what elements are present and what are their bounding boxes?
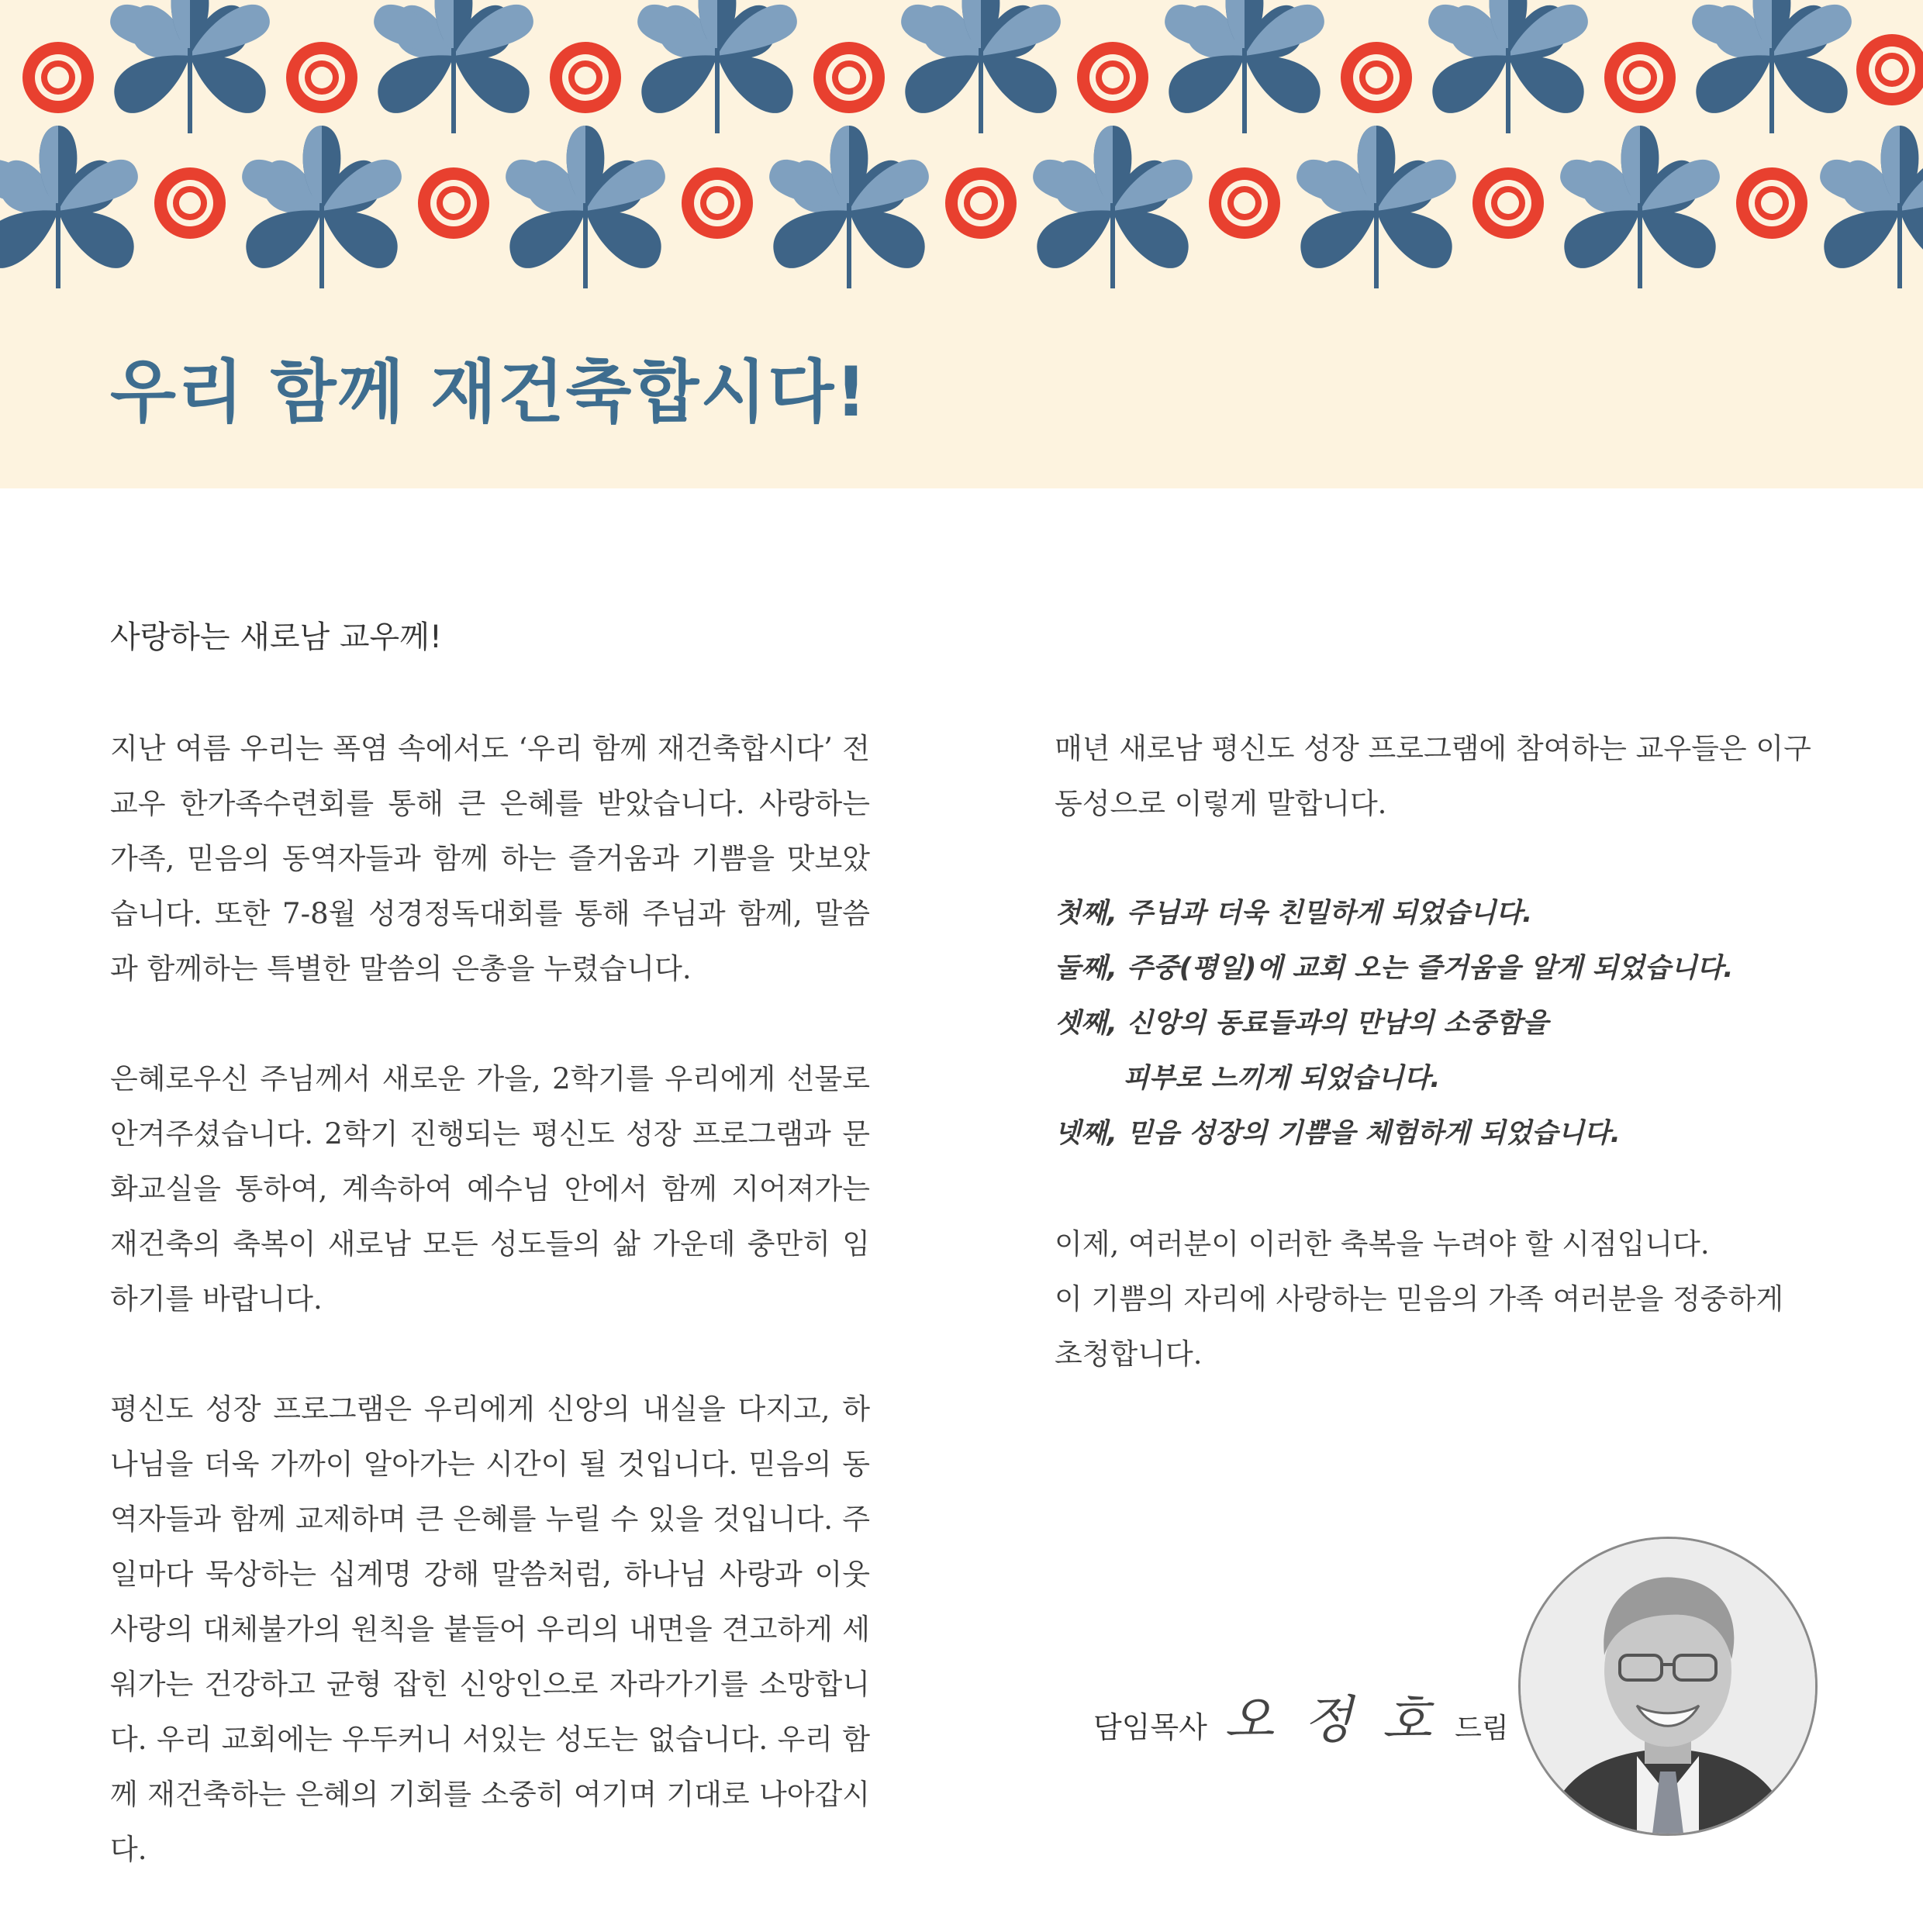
paragraph: 은혜로우신 주님께서 새로운 가을, 2학기를 우리에게 선물로 안겨주셨습니다. 2학기 진행되는 평신도 성장 프로그램과 문화교실을 통하여, 계속하여 예수님 안에서 함께 지어져가는 재건축의 축복이 새로남 모든 성도들의 삶 가운데 충만히 임하기를 바랍니다. <box>110 1062 870 1316</box>
paragraph: 평신도 성장 프로그램은 우리에게 신앙의 내실을 다지고, 하나님을 더욱 가까이 알아가는 시간이 될 것입니다. 믿음의 동역자들과 함께 교제하며 큰 은혜를 누릴 수 있을 것입니다. 주일마다 묵상하는 십계명 강해 말씀처럼, 하나님 사랑과 이웃 사랑의 대체불가의 원칙을 붙들어 우리의 내면을 견고하게 세워가는 건강하고 균형 잡힌 신앙인으로 자라가기를 소망합니다. 우리 교회에는 우두커니 서있는 성도는 없습니다. 우리 함께 재건축하는 은혜의 기회를 소중히 여기며 기대로 나아갑시다. <box>110 1392 870 1866</box>
list-item: 넷째, 믿음 성장의 기쁨을 체험하게 되었습니다. <box>1055 1118 1621 1149</box>
right-column <box>1055 721 1814 1382</box>
list-item-continuation: 피부로 느끼게 되었습니다. <box>1123 1063 1441 1094</box>
signature-name: 오정호 <box>1224 1690 1462 1750</box>
list-item: 둘째, 주중(평일)에 교회 오는 즐거움을 알게 되었습니다. <box>1055 953 1734 984</box>
closing-line: 이제, 여러분이 이러한 축복을 누려야 할 시점입니다. <box>1055 1227 1710 1261</box>
testimony-list <box>1055 886 1814 1161</box>
list-item: 첫째, 주님과 더욱 친밀하게 되었습니다. <box>1055 898 1533 929</box>
list-item-line: 셋째, 신앙의 동료들과의 만남의 소중함을 <box>1055 1008 1548 1039</box>
closing-line: 이 기쁨의 자리에 사랑하는 믿음의 가족 여러분을 정중하게 초청합니다. <box>1055 1282 1784 1371</box>
signature <box>1093 1678 1509 1752</box>
signature-role: 담임목사 <box>1093 1710 1207 1744</box>
greeting: 사랑하는 새로남 교우께! <box>110 619 442 655</box>
pastor-portrait <box>1518 1537 1818 1836</box>
left-column <box>110 721 870 1932</box>
list-item <box>1055 996 1814 1106</box>
portrait-image <box>1521 1539 1815 1834</box>
intro-paragraph: 매년 새로남 평신도 성장 프로그램에 참여하는 교우들은 이구동성으로 이렇게 말합니다. <box>1055 732 1811 820</box>
paragraph: 지난 여름 우리는 폭염 속에서도 ‘우리 함께 재건축합시다’ 전교우 한가족수련회를 통해 큰 은혜를 받았습니다. 사랑하는 가족, 믿음의 동역자들과 함께 하는 즐거움과 기쁨을 맛보았습니다. 또한 7-8월 성경정독대회를 통해 주님과 함께, 말씀과 함께하는 특별한 말씀의 은총을 누렸습니다. <box>110 732 870 985</box>
signature-suffix: 드림 <box>1455 1713 1509 1744</box>
page-title: 우리 함께 재건축합시다! <box>110 352 868 432</box>
